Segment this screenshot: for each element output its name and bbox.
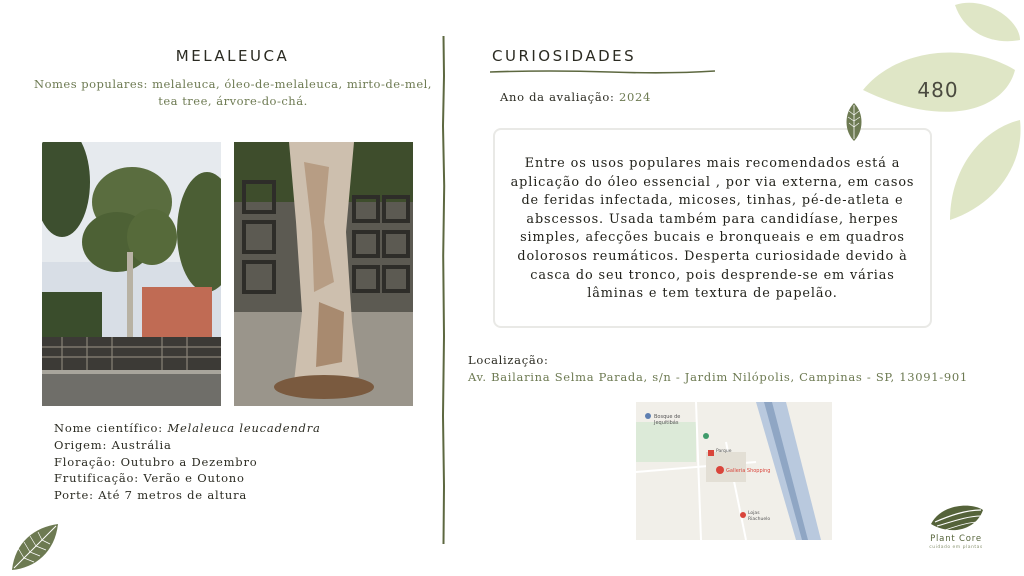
map-label: Galleria Shopping [726,468,771,474]
brand-tagline: cuidado em plantas [929,545,983,550]
year-label: Ano da avaliação: [500,90,615,104]
size: Porte: Até 7 metros de altura [54,488,248,503]
score-value: 480 [917,78,959,102]
evaluation-year [500,90,651,104]
map-label: Bosque de [654,414,681,420]
curiosities-title: CURIOSIDADES [492,47,637,65]
tree-photo [42,142,221,406]
location-map[interactable] [636,402,832,540]
page-divider [441,36,446,544]
title-underline [490,68,715,76]
plant-facts [54,420,321,504]
curiosity-text: Entre os usos populares mais recomendados está a aplicação do óleo essencial , por via externa, em casos de feridas infectada, micoses, tinhas, pé-de-atleta e abscessos. Usada também para candidíase, herpes simples, afecções bucais e bronqueais e em quadros dolorosos reumáticos. Desperta curiosidade devido à casca do seu tronco, pois desprende-se em várias lâminas e tem textura de papelão. [510,156,915,302]
brand-name: Plant Core [930,534,982,544]
scientific-name-label: Nome científico: [54,421,163,435]
bark-photo [234,142,413,406]
plant-title: MELALEUCA [175,47,290,65]
origin: Origem: Austrália [54,437,172,452]
leaf-icon [844,103,864,141]
leaves-decoration [855,0,1024,225]
map-label: Riachuelo [748,517,771,522]
scientific-name [54,420,321,437]
map-label: Jequitibás [654,420,679,426]
map-label: Lojas [748,511,760,516]
map-pin-icon [716,466,724,474]
flowering: Floração: Outubro a Dezembro [54,454,258,469]
fruiting: Frutificação: Verão e Outono [54,471,245,486]
map-label: Parque [716,449,732,454]
leaf-icon [10,522,60,572]
location-address: Av. Bailarina Selma Parada, s/n - Jardim Nilópolis, Campinas - SP, 13091-901 [468,370,968,384]
popular-names: Nomes populares: melaleuca, óleo-de-melaleuca, mirto-de-mel, tea tree, árvore-do-chá. [34,77,432,108]
year-value: 2024 [618,90,652,104]
scientific-name-value: Melaleuca leucadendra [167,421,321,435]
location-label: Localização: [468,353,549,367]
